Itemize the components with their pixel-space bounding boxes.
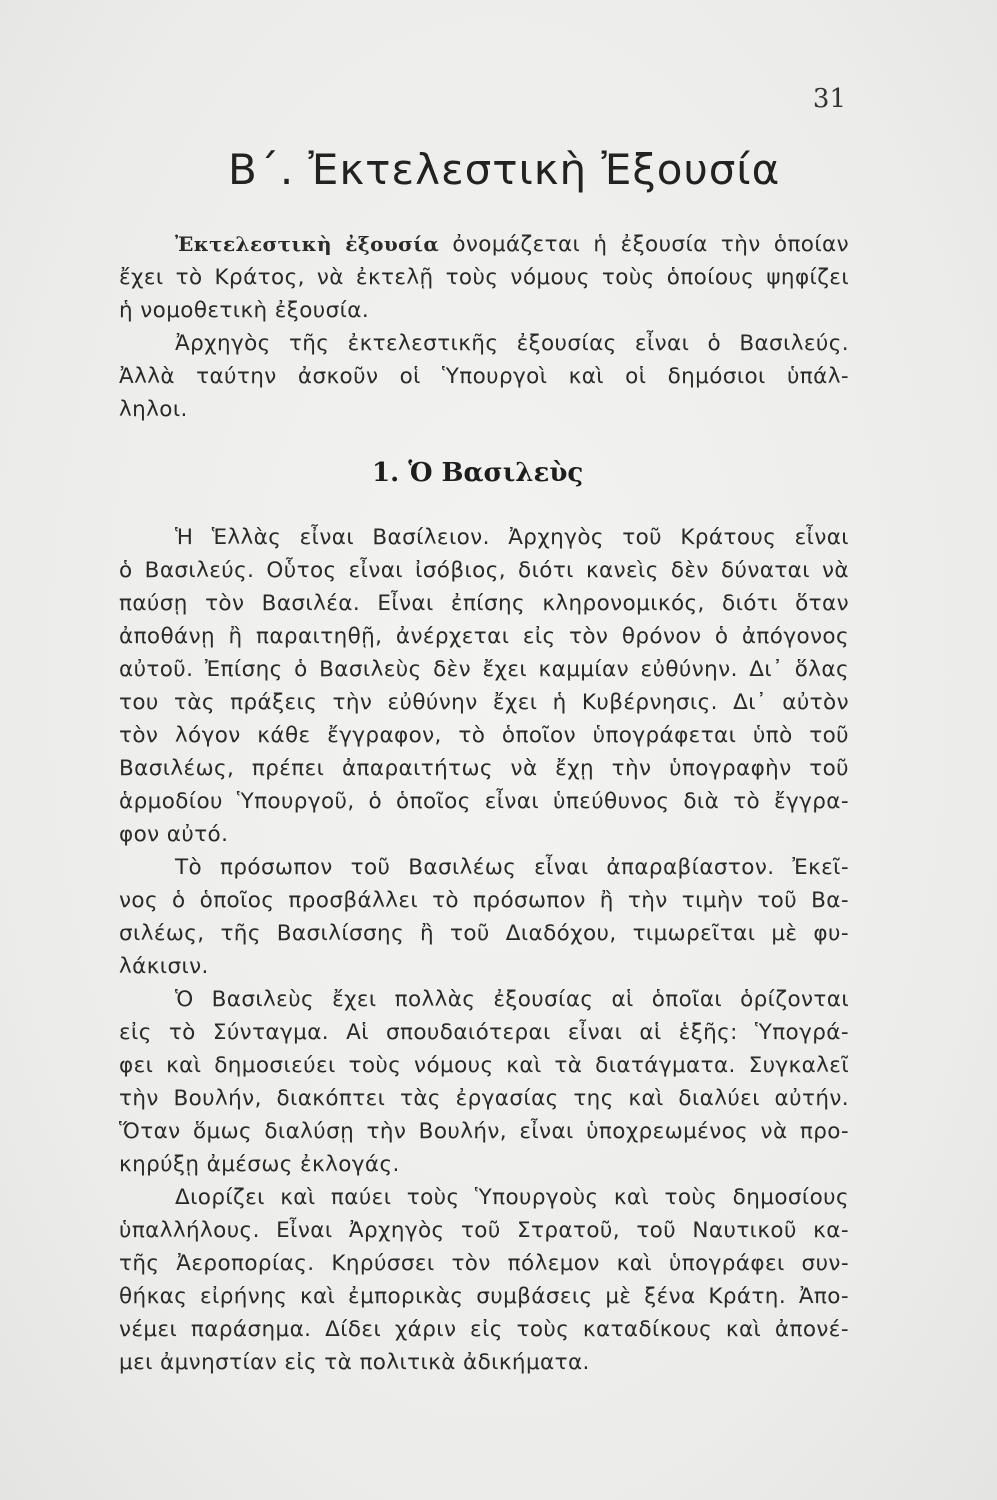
- text-line: σιλέως, τῆς Βασιλίσσης ἢ τοῦ Διαδόχου, τιμωρεῖται μὲ φυ-: [119, 921, 849, 946]
- section-heading: 1. Ὁ Βασιλεὺς: [372, 458, 584, 488]
- text-line: Τὸ πρόσωπον τοῦ Βασιλέως εἶναι ἀπαραβίαστον. Ἐκεῖ-: [175, 855, 849, 880]
- text-line: τῆς Ἀεροπορίας. Κηρύσσει τὸν πόλεμον καὶ ὑπογράφει συν-: [119, 1251, 849, 1276]
- text-line: φει καὶ δημοσιεύει τοὺς νόμους καὶ τὰ διατάγματα. Συγκαλεῖ: [119, 1053, 849, 1078]
- text-line: Ἐκτελεστικὴ ἐξουσία ὀνομάζεται ἡ ἐξουσία τὴν ὁποίαν: [175, 232, 849, 257]
- text-line: νος ὁ ὁποῖος προσβάλλει τὸ πρόσωπον ἢ τὴν τιμὴν τοῦ Βα-: [119, 888, 849, 913]
- text-line: ἀποθάνῃ ἢ παραιτηθῇ, ἀνέρχεται εἰς τὸν θρόνον ὁ ἀπόγονος: [119, 624, 849, 649]
- text-line: Διορίζει καὶ παύει τοὺς Ὑπουργοὺς καὶ τοὺς δημοσίους: [175, 1185, 849, 1210]
- text-line: τὴν Βουλήν, διακόπτει τὰς ἐργασίας της καὶ διαλύει αὐτήν.: [119, 1086, 849, 1111]
- chapter-title: Β΄. Ἐκτελεστικὴ Ἐξουσία: [228, 145, 781, 194]
- text-line: ἁρμοδίου Ὑπουργοῦ, ὁ ὁποῖος εἶναι ὑπεύθυνος διὰ τὸ ἔγγρα-: [119, 789, 849, 814]
- text-line: Ὅταν ὅμως διαλύσῃ τὴν Βουλήν, εἶναι ὑποχρεωμένος νὰ προ-: [119, 1119, 849, 1144]
- text-line: θήκας εἰρήνης καὶ ἐμπορικὰς συμβάσεις μὲ ξένα Κράτη. Ἀπο-: [119, 1284, 849, 1309]
- text-line: αὐτοῦ. Ἐπίσης ὁ Βασιλεὺς δὲν ἔχει καμμίαν εὐθύνην. Δι᾽ ὅλας: [119, 657, 849, 682]
- text-line: νέμει παράσημα. Δίδει χάριν εἰς τοὺς καταδίκους καὶ ἀπονέ-: [119, 1317, 849, 1342]
- text-line: παύσῃ τὸν Βασιλέα. Εἶναι ἐπίσης κληρονομικός, διότι ὅταν: [119, 591, 849, 616]
- text-line: Ὁ Βασιλεὺς ἔχει πολλὰς ἐξουσίας αἱ ὁποῖαι ὁρίζονται: [175, 987, 849, 1012]
- text-line: κηρύξῃ ἀμέσως ἐκλογάς.: [119, 1152, 400, 1177]
- text-line: Ἡ Ἑλλὰς εἶναι Βασίλειον. Ἀρχηγὸς τοῦ Κράτους εἶναι: [175, 525, 849, 550]
- text-line: εἰς τὸ Σύνταγμα. Αἱ σπουδαιότεραι εἶναι αἱ ἑξῆς: Ὑπογρά-: [119, 1020, 849, 1045]
- section-paragraphs: [119, 521, 849, 1379]
- text-line: ὁ Βασιλεύς. Οὗτος εἶναι ἰσόβιος, διότι κανεὶς δὲν δύναται νὰ: [119, 558, 849, 583]
- text-line: Ἀρχηγὸς τῆς ἐκτελεστικῆς ἐξουσίας εἶναι ὁ Βασιλεύς.: [175, 331, 849, 356]
- text-line: τὸν λόγον κάθε ἔγγραφον, τὸ ὁποῖον ὑπογράφεται ὑπὸ τοῦ: [119, 723, 849, 748]
- intro-paragraphs: [119, 228, 849, 426]
- text-line: του τὰς πράξεις τὴν εὐθύνην ἔχει ἡ Κυβέρνησις. Δι᾽ αὐτὸν: [119, 690, 849, 715]
- text-line: ἔχει τὸ Κράτος, νὰ ἐκτελῇ τοὺς νόμους τοὺς ὁποίους ψηφίζει: [119, 265, 849, 290]
- text-line: λάκισιν.: [119, 954, 209, 979]
- text-line: ληλοι.: [119, 397, 188, 422]
- bold-term: Ἐκτελεστικὴ ἐξουσία: [175, 232, 440, 256]
- text-line: ὑπαλλήλους. Εἶναι Ἀρχηγὸς τοῦ Στρατοῦ, τοῦ Ναυτικοῦ κα-: [119, 1218, 849, 1243]
- text-line: ἡ νομοθετικὴ ἐξουσία.: [119, 298, 370, 323]
- text-line: Βασιλέως, πρέπει ἀπαραιτήτως νὰ ἔχῃ τὴν ὑπογραφὴν τοῦ: [119, 756, 849, 781]
- text-line: φον αὐτό.: [119, 822, 229, 847]
- text-line: Ἀλλὰ ταύτην ἀσκοῦν οἱ Ὑπουργοὶ καὶ οἱ δημόσιοι ὑπάλ-: [119, 364, 849, 389]
- text-line: μει ἀμνηστίαν εἰς τὰ πολιτικὰ ἀδικήματα.: [119, 1350, 590, 1375]
- page-number: 31: [812, 84, 846, 114]
